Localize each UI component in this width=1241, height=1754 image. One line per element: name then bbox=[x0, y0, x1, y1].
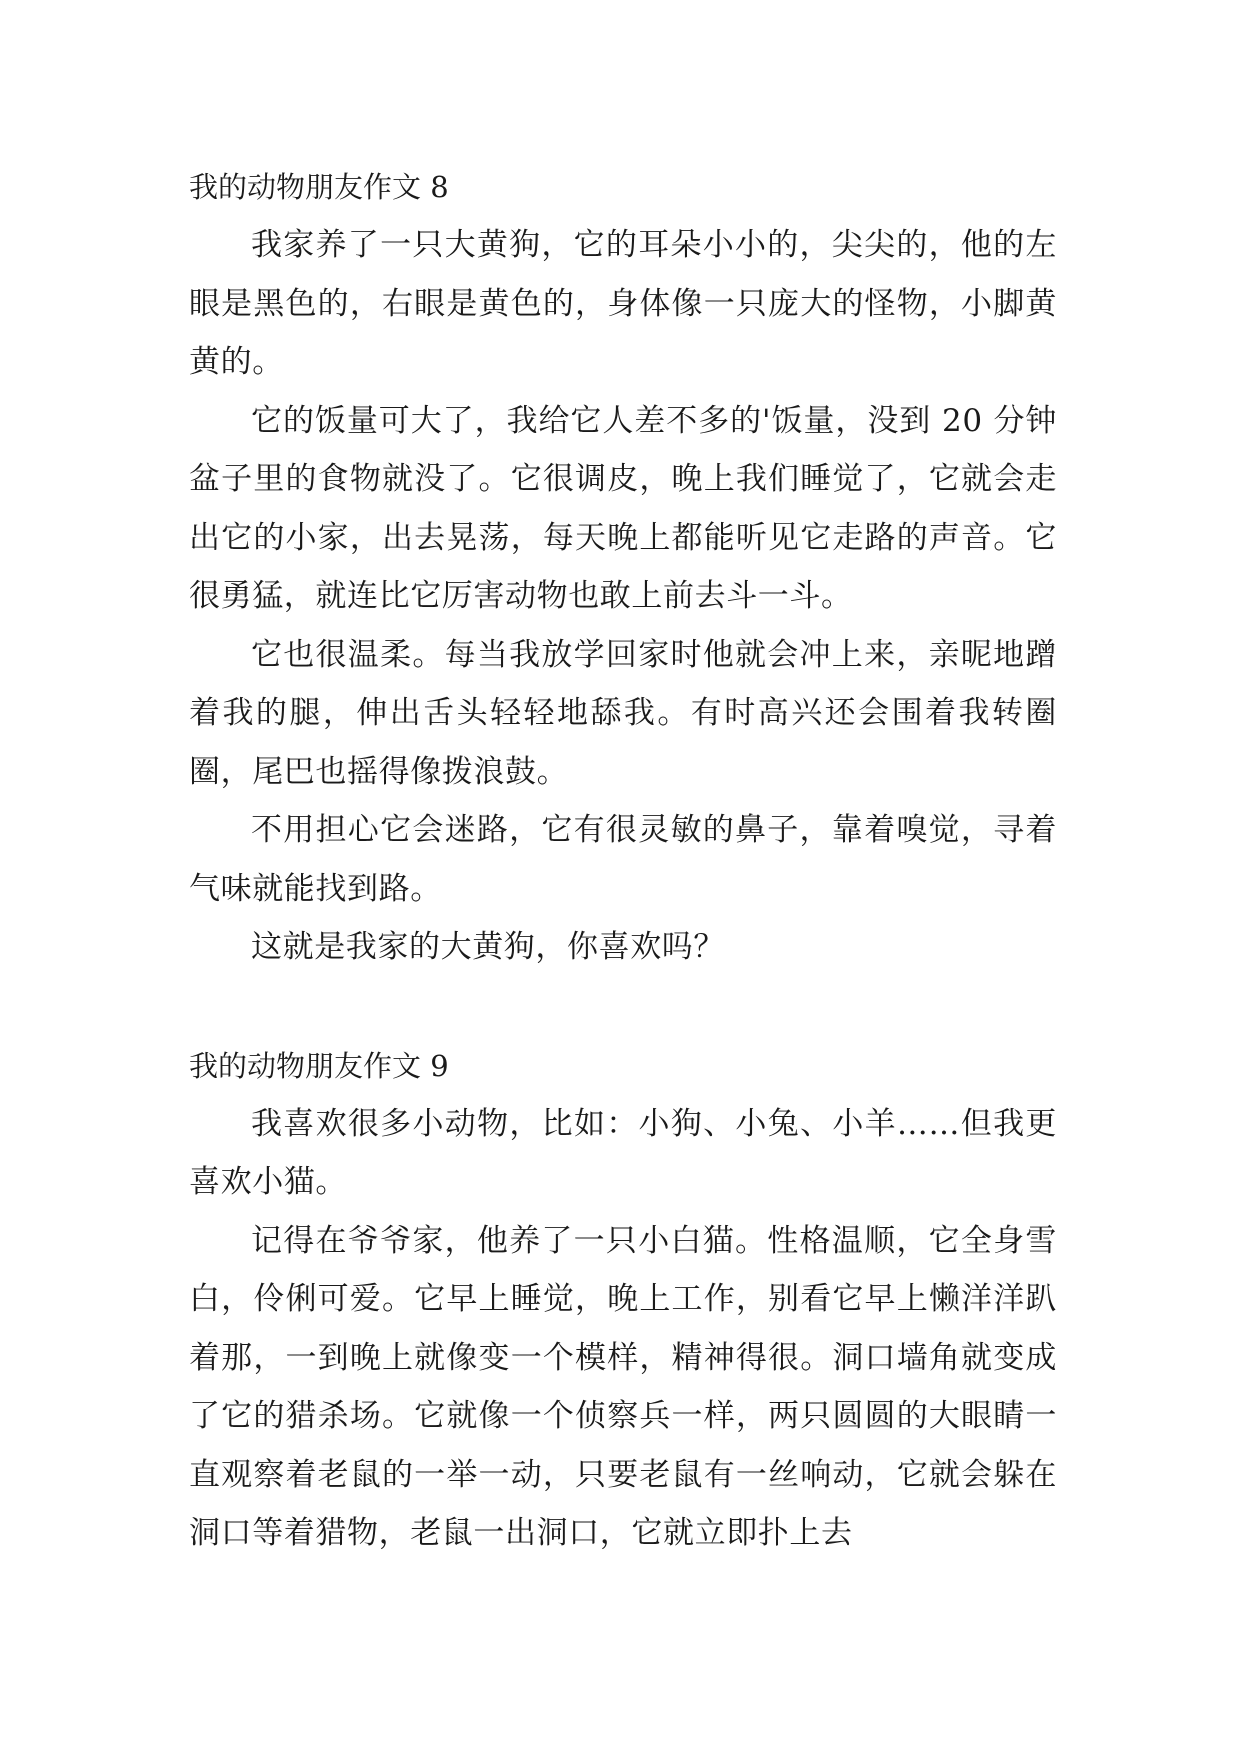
section-spacer bbox=[189, 977, 1057, 1037]
essay-section-8 bbox=[189, 158, 1057, 977]
paragraph: 这就是我家的大黄狗，你喜欢吗？ bbox=[251, 929, 725, 965]
paragraph: 我喜欢很多小动物，比如：小狗、小兔、小羊……但我更喜欢小猫。 bbox=[189, 1105, 1057, 1200]
essay-title: 我的动物朋友作文 9 bbox=[189, 1048, 449, 1083]
essay-title: 我的动物朋友作文 8 bbox=[189, 170, 449, 204]
essay-section-9 bbox=[189, 1037, 1057, 1563]
paragraph: 它也很温柔。每当我放学回家时他就会冲上来，亲昵地蹭着我的腿，伸出舌头轻轻地舔我。有时高兴还会围着我转圈圈，尾巴也摇得像拨浪鼓。 bbox=[189, 636, 1057, 790]
paragraph: 它的饭量可大了，我给它人差不多的'饭量，没到 20 分钟盆子里的食物就没了。它很调皮，晚上我们睡觉了，它就会走出它的小家，出去晃荡，每天晚上都能听见它走路的声音。它很勇猛，就连比它厉害动物也敢上前去斗一斗。 bbox=[189, 402, 1057, 614]
paragraph: 记得在爷爷家，他养了一只小白猫。性格温顺，它全身雪白，伶俐可爱。它早上睡觉，晚上工作，别看它早上懒洋洋趴着那，一到晚上就像变一个模样，精神得很。洞口墙角就变成了它的猎杀场。它就像一个侦察兵一样，两只圆圆的大眼睛一直观察着老鼠的一举一动，只要老鼠有一丝响动，它就会躲在洞口等着猎物，老鼠一出洞口，它就立即扑上去 bbox=[189, 1222, 1057, 1551]
document-body bbox=[189, 158, 1057, 1563]
paragraph: 不用担心它会迷路，它有很灵敏的鼻子，靠着嗅觉，寻着气味就能找到路。 bbox=[189, 812, 1057, 907]
paragraph: 我家养了一只大黄狗，它的耳朵小小的，尖尖的，他的左眼是黑色的，右眼是黄色的，身体像一只庞大的怪物，小脚黄黄的。 bbox=[189, 227, 1057, 380]
